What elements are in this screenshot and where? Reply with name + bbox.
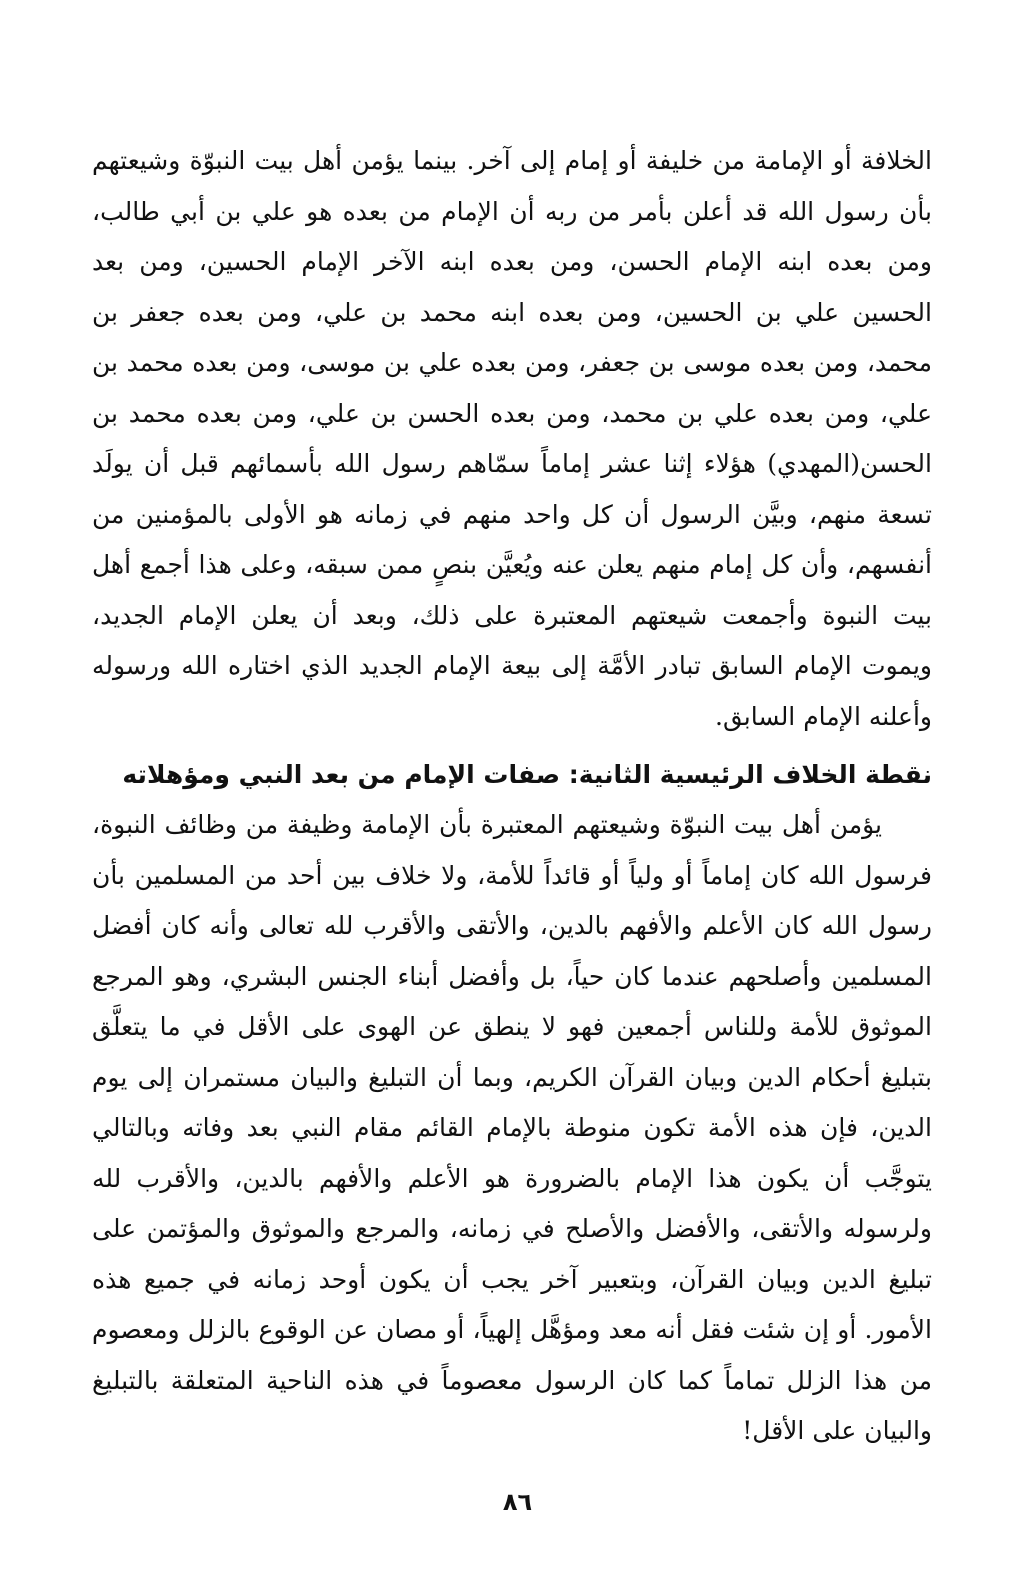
- page-number: ٨٦: [502, 1488, 533, 1516]
- section-heading: نقطة الخلاف الرئيسية الثانية: صفات الإمام من بعد النبي ومؤهلاته: [122, 760, 932, 789]
- paragraph-1: الخلافة أو الإمامة من خليفة أو إمام إلى آخر. بينما يؤمن أهل بيت النبوّة وشيعتهم بأن رسول الله قد أعلن بأمر من ربه أن الإمام من بعده هو علي بن أبي طالب، ومن بعده ابنه الإمام الحسن، ومن بعده ابنه الآخر الإمام الحسين، ومن بعد الحسين علي بن الحسين، ومن بعده ابنه محمد بن علي، ومن بعده جعفر بن محمد، ومن بعده موسى بن جعفر، ومن بعده علي بن موسى، ومن بعده محمد بن علي، ومن بعده علي بن محمد، ومن بعده الحسن بن علي، ومن بعده محمد بن الحسن(المهدي) هؤلاء إثنا عشر إماماً سمّاهم رسول الله بأسمائهم قبل أن يولَد تسعة منهم، وبيَّن الرسول أن كل واحد منهم في زمانه هو الأولى بالمؤمنين من أنفسهم، وأن كل إمام منهم يعلن عنه ويُعيَّن بنصٍ ممن سبقه، وعلى هذا أجمع أهل بيت النبوة وأجمعت شيعتهم المعتبرة على ذلك، وبعد أن يعلن الإمام الجديد، ويموت الإمام السابق تبادر الأمَّة إلى بيعة الإمام الجديد الذي اختاره الله ورسوله وأعلنه الإمام السابق.: [92, 146, 932, 731]
- page-body: [92, 136, 932, 1456]
- paragraph-2: يؤمن أهل بيت النبوّة وشيعتهم المعتبرة بأن الإمامة وظيفة من وظائف النبوة، فرسول الله كان إماماً أو ولياً أو قائداً للأمة، ولا خلاف بين أحد من المسلمين بأن رسول الله كان الأعلم والأفهم بالدين، والأتقى والأقرب لله تعالى وأنه كان أفضل المسلمين وأصلحهم عندما كان حياً، بل وأفضل أبناء الجنس البشري، وهو المرجع الموثوق للأمة وللناس أجمعين فهو لا ينطق عن الهوى على الأقل في ما يتعلَّق بتبليغ أحكام الدين وبيان القرآن الكريم، وبما أن التبليغ والبيان مستمران إلى يوم الدين، فإن هذه الأمة تكون منوطة بالإمام القائم مقام النبي بعد وفاته وبالتالي يتوجَّب أن يكون هذا الإمام بالضرورة هو الأعلم والأفهم بالدين، والأقرب لله ولرسوله والأتقى، والأفضل والأصلح في زمانه، والمرجع والموثوق والمؤتمن على تبليغ الدين وبيان القرآن، وبتعبير آخر يجب أن يكون أوحد زمانه في جميع هذه الأمور. أو إن شئت فقل أنه معد ومؤهَّل إلهياً، أو مصان عن الوقوع بالزلل ومعصوم من هذا الزلل تماماً كما كان الرسول معصوماً في هذه الناحية المتعلقة بالتبليغ والبيان على الأقل!: [92, 810, 932, 1445]
